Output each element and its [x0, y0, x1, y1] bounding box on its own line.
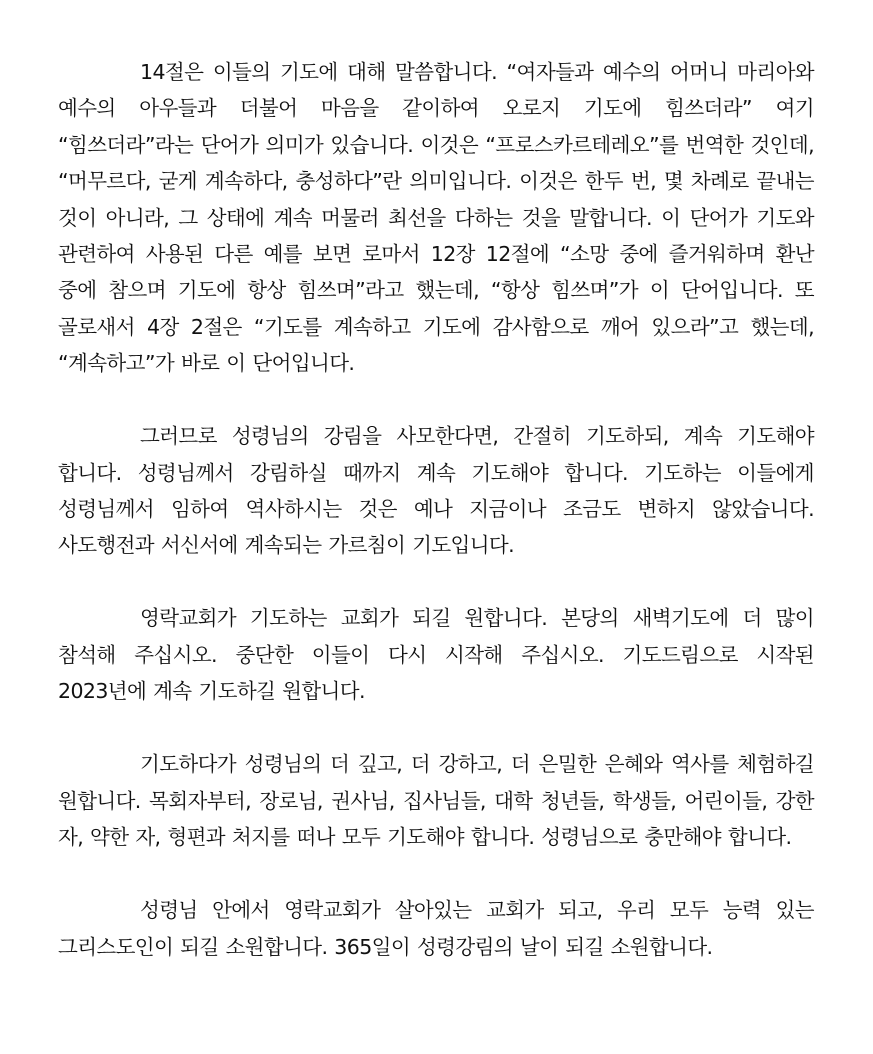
paragraph-1: 14절은 이들의 기도에 대해 말씀합니다. “여자들과 예수의 어머니 마리아와 예수의 아우들과 더불어 마음을 같이하여 오로지 기도에 힘쓰더라” 여기 “힘쓰더라”라는 단어가 의미가 있습니다. 이것은 “프로스카르테레오”를 번역한 것인데, “머무르다, 굳게 계속하다, 충성하다”란 의미입니다. 이것은 한두 번, 몇 차례로 끝내는 것이 아니라, 그 상태에 계속 머물러 최선을 다하는 것을 말합니다. 이 단어가 기도와 관련하여 사용된 다른 예를 보면 로마서 12장 12절에 “소망 중에 즐거워하며 환난 중에 참으며 기도에 항상 힘쓰며”라고 했는데, “항상 힘쓰며”가 이 단어입니다. 또 골로새서 4장 2절은 “기도를 계속하고 기도에 감사함으로 깨어 있으라”고 했는데, “계속하고”가 바로 이 단어입니다.: [58, 60, 814, 376]
document-body: [58, 54, 814, 965]
paragraph-3: 영락교회가 기도하는 교회가 되길 원합니다. 본당의 새벽기도에 더 많이 참석해 주십시오. 중단한 이들이 다시 시작해 주십시오. 기도드림으로 시작된 2023년에 계속 기도하길 원합니다.: [58, 606, 814, 704]
paragraph-4: 기도하다가 성령님의 더 깊고, 더 강하고, 더 은밀한 은혜와 역사를 체험하길 원합니다. 목회자부터, 장로님, 권사님, 집사님들, 대학 청년들, 학생들, 어린이들, 강한 자, 약한 자, 형편과 처지를 떠나 모두 기도해야 합니다. 성령님으로 충만해야 합니다.: [58, 752, 814, 850]
paragraph-2: 그러므로 성령님의 강림을 사모한다면, 간절히 기도하되, 계속 기도해야 합니다. 성령님께서 강림하실 때까지 계속 기도해야 합니다. 기도하는 이들에게 성령님께서 임하여 역사하시는 것은 예나 지금이나 조금도 변하지 않았습니다. 사도행전과 서신서에 계속되는 가르침이 기도입니다.: [58, 424, 814, 558]
paragraph-5: 성령님 안에서 영락교회가 살아있는 교회가 되고, 우리 모두 능력 있는 그리스도인이 되길 소원합니다. 365일이 성령강림의 날이 되길 소원합니다.: [58, 898, 814, 959]
